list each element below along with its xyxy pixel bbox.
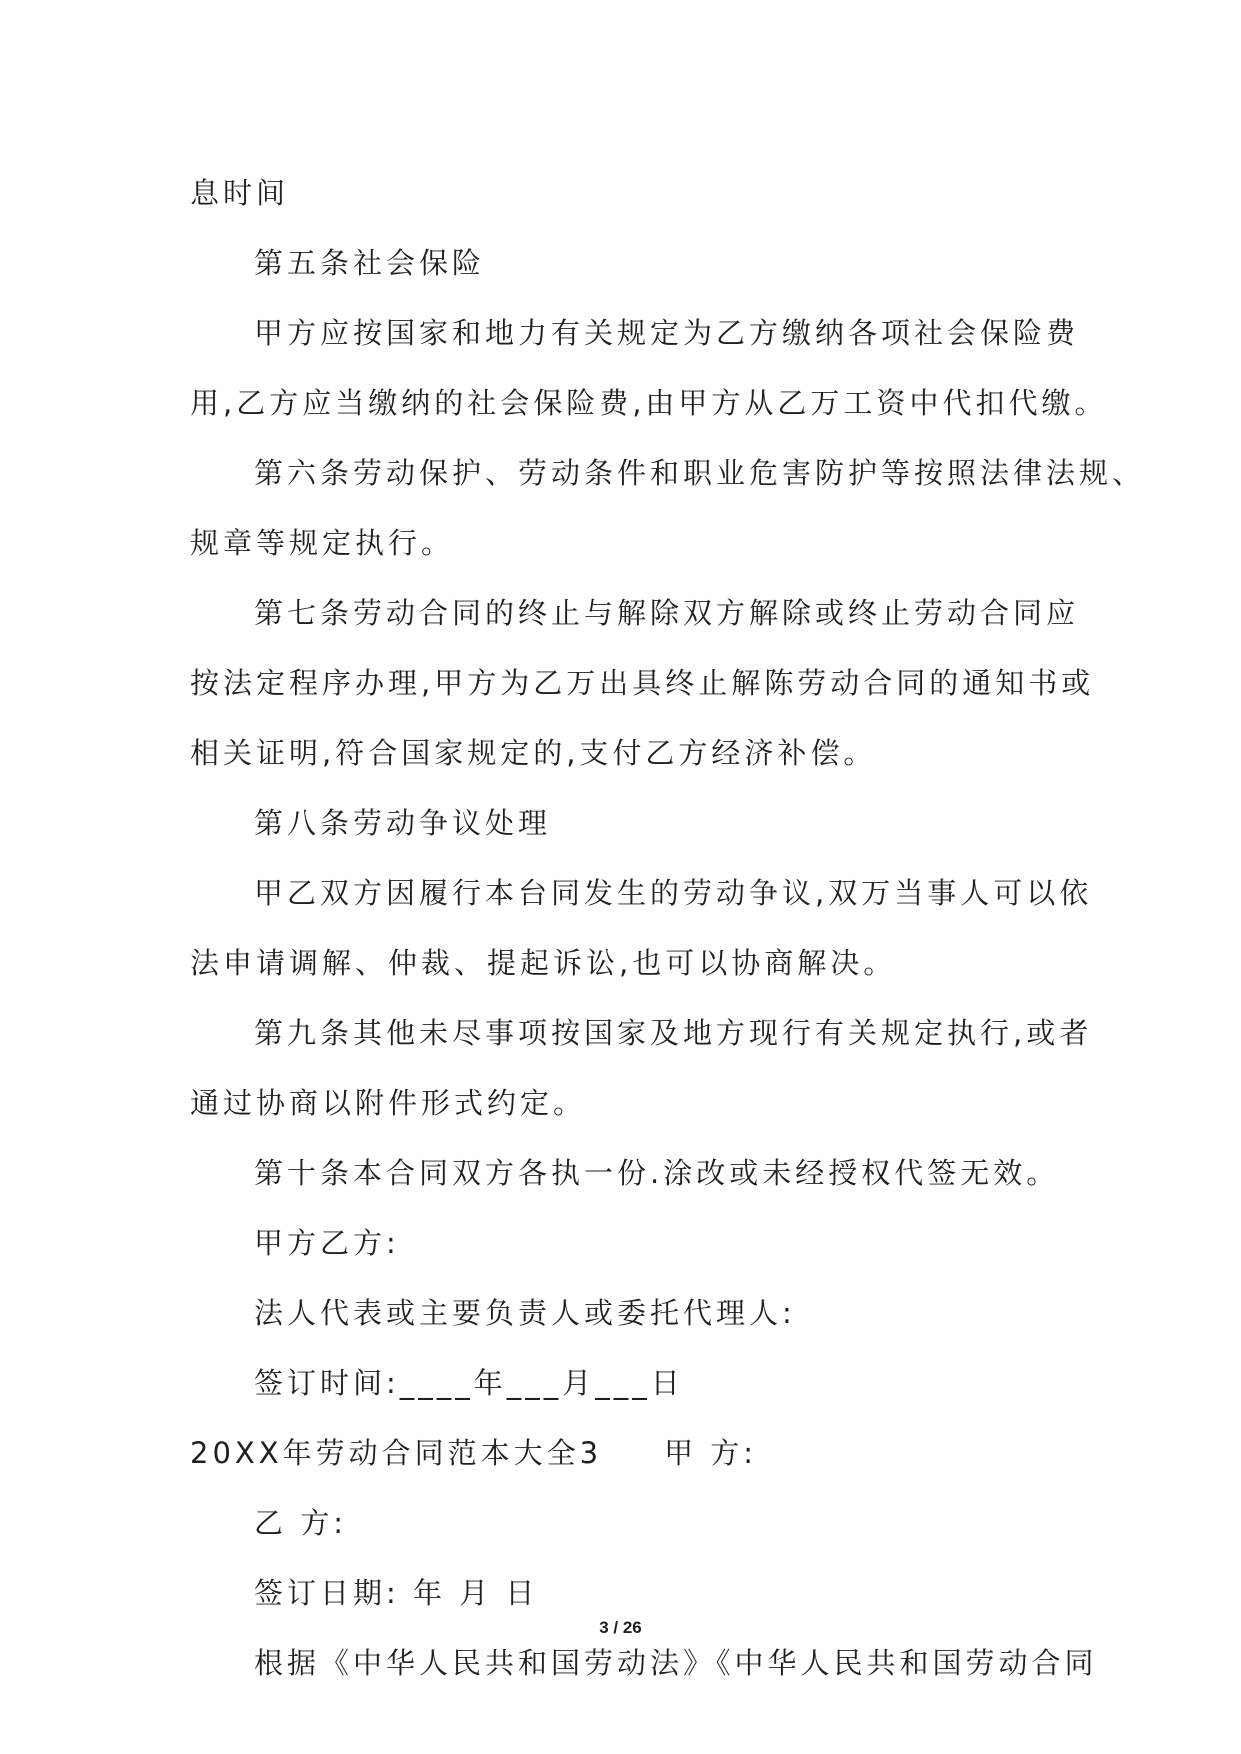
document-body [190, 158, 1146, 1698]
section-title-line [190, 1418, 1070, 1488]
page-number: 3 / 26 [599, 1618, 642, 1637]
text-line-7: 第七条劳动合同的终止与解除双方解除或终止劳动合同应 [254, 596, 1080, 630]
signature-parties: 甲方乙方: [254, 1226, 400, 1260]
text-line-basis: 根据《中华人民共和国劳动法》《中华人民共和国劳动合同 [254, 1646, 1098, 1680]
text-line-6: 规章等规定执行。 [190, 526, 455, 560]
text-line-1: 息时间 [190, 176, 290, 210]
signing-date-label: 签订日期: 年 月 日 [254, 1576, 539, 1610]
party-b-label: 乙 方: [254, 1506, 347, 1540]
signature-date: 签订时间:____年___月___日 [254, 1366, 684, 1400]
text-line-13: 第九条其他未尽事项按国家及地方现行有关规定执行,或者 [254, 1016, 1093, 1050]
text-line-14: 通过协商以附件形式约定。 [190, 1086, 587, 1120]
text-line-4: 用,乙方应当缴纳的社会保险费,由甲方从乙万工资中代扣代缴。 [190, 386, 1108, 420]
text-line-8: 按法定程序办理,甲方为乙万出具终止解陈劳动合同的通知书或 [190, 666, 1095, 700]
text-line-11: 甲乙双方因履行本台同发生的劳动争议,双万当事人可以依 [254, 876, 1093, 910]
text-line-12: 法申请调解、仲裁、提起诉讼,也可以协商解决。 [190, 946, 897, 980]
text-line-5: 第六条劳动保护、劳动条件和职业危害防护等按照法律法规、 [254, 456, 1146, 490]
signature-representative: 法人代表或主要负责人或委托代理人: [254, 1296, 796, 1330]
text-line-15: 第十条本合同双方各执一份.涂改或未经授权代签无效。 [254, 1156, 1060, 1190]
text-line-3: 甲方应按国家和地力有关规定为乙方缴纳各项社会保险费 [254, 316, 1080, 350]
heading-article-8: 第八条劳动争议处理 [254, 806, 552, 840]
section-title: 20XX年劳动合同范本大全3 [190, 1436, 603, 1470]
text-line-9: 相关证明,符合国家规定的,支付乙方经济补偿。 [190, 736, 877, 770]
party-a-label: 甲 方: [664, 1436, 758, 1470]
heading-article-5: 第五条社会保险 [254, 246, 486, 280]
